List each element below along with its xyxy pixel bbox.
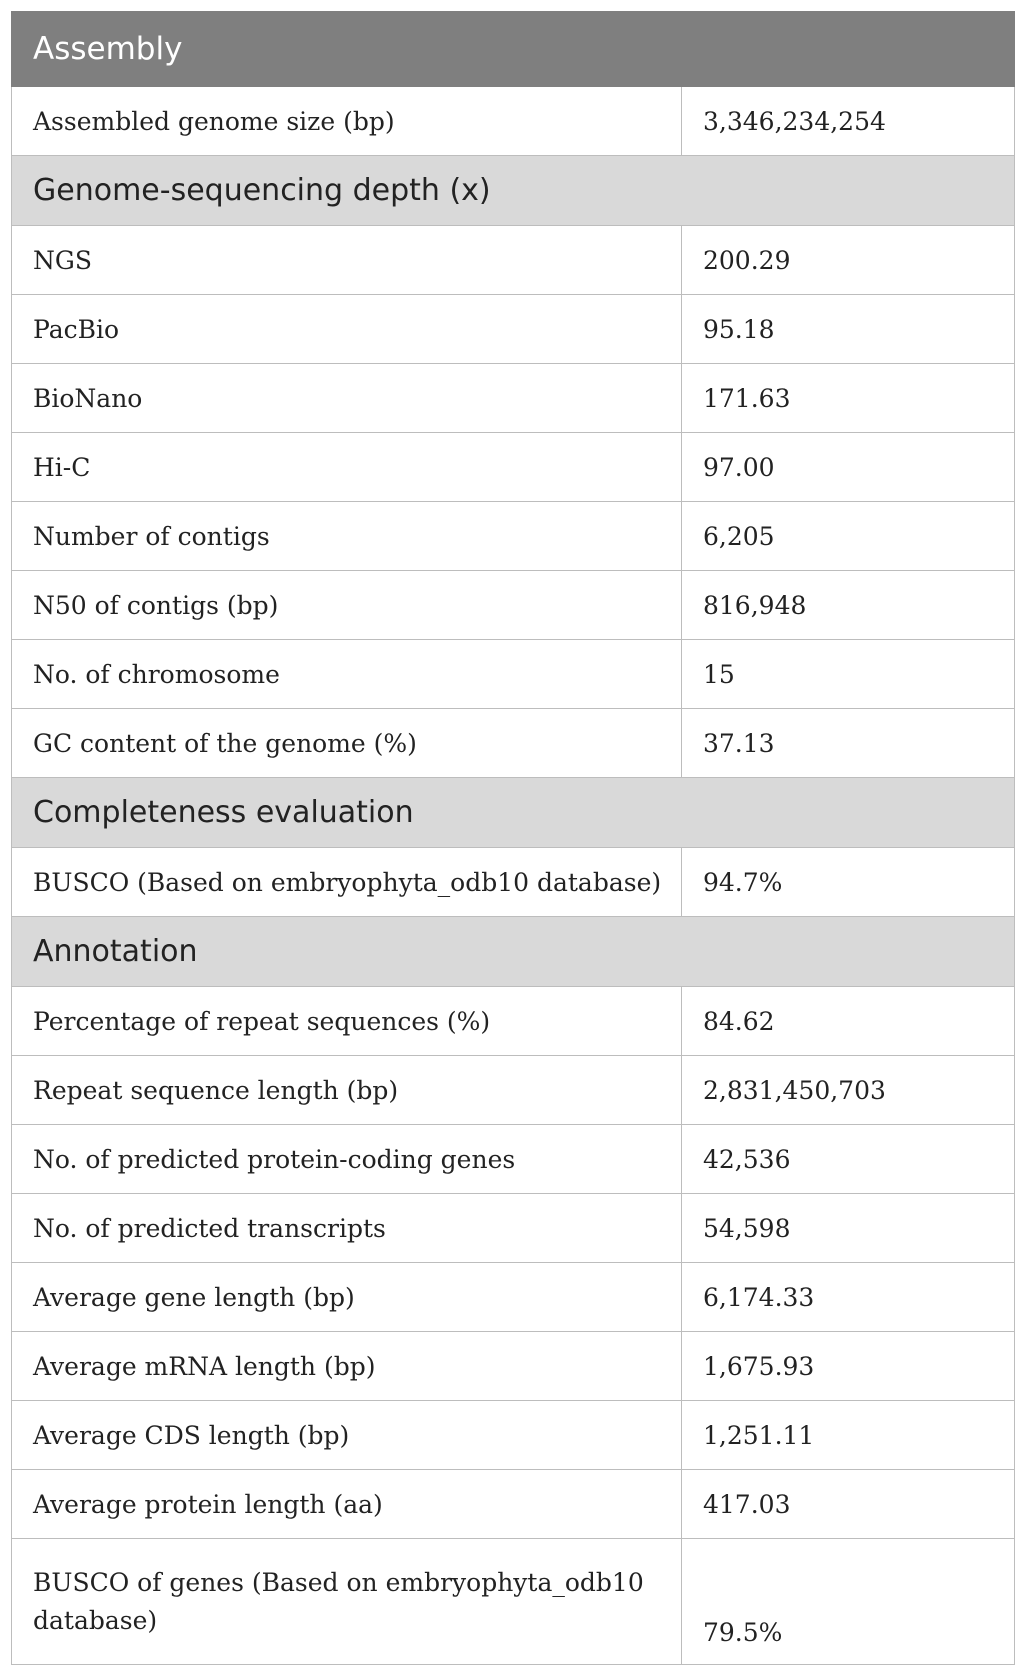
row-value: 42,536 <box>682 1125 1015 1194</box>
section-header-row <box>12 12 1015 87</box>
section-title: Completeness evaluation <box>12 778 1015 848</box>
row-value: 171.63 <box>682 364 1015 433</box>
section-header-row <box>12 917 1015 987</box>
table-row <box>12 709 1015 778</box>
row-label: BUSCO of genes (Based on embryophyta_odb10 database) <box>12 1539 682 1665</box>
row-value: 1,251.11 <box>682 1401 1015 1470</box>
row-value: 6,205 <box>682 502 1015 571</box>
row-value: 84.62 <box>682 987 1015 1056</box>
table-row <box>12 987 1015 1056</box>
section-header-row <box>12 156 1015 226</box>
row-label: N50 of contigs (bp) <box>12 571 682 640</box>
row-value: 1,675.93 <box>682 1332 1015 1401</box>
row-label: GC content of the genome (%) <box>12 709 682 778</box>
row-label: NGS <box>12 226 682 295</box>
row-label: Average protein length (aa) <box>12 1470 682 1539</box>
table-row <box>12 1401 1015 1470</box>
section-title: Genome-sequencing depth (x) <box>12 156 1015 226</box>
genome-stats-table <box>11 11 1015 1665</box>
section-header-row <box>12 778 1015 848</box>
row-label: Number of contigs <box>12 502 682 571</box>
table-row <box>12 433 1015 502</box>
table-row <box>12 1470 1015 1539</box>
row-value: 816,948 <box>682 571 1015 640</box>
row-label: Repeat sequence length (bp) <box>12 1056 682 1125</box>
table-row <box>12 1194 1015 1263</box>
table-row <box>12 1539 1015 1665</box>
row-value: 79.5% <box>682 1539 1015 1665</box>
table-row <box>12 1263 1015 1332</box>
row-value: 2,831,450,703 <box>682 1056 1015 1125</box>
row-value: 15 <box>682 640 1015 709</box>
table-row <box>12 364 1015 433</box>
table-row <box>12 640 1015 709</box>
row-value: 200.29 <box>682 226 1015 295</box>
row-value: 97.00 <box>682 433 1015 502</box>
row-value: 37.13 <box>682 709 1015 778</box>
table-row <box>12 1056 1015 1125</box>
row-label: Percentage of repeat sequences (%) <box>12 987 682 1056</box>
table-row <box>12 226 1015 295</box>
table-row <box>12 1332 1015 1401</box>
table-row <box>12 87 1015 156</box>
row-label: Hi-C <box>12 433 682 502</box>
row-label: No. of predicted protein-coding genes <box>12 1125 682 1194</box>
row-label: Assembled genome size (bp) <box>12 87 682 156</box>
table-row <box>12 1125 1015 1194</box>
row-value: 95.18 <box>682 295 1015 364</box>
row-label: Average gene length (bp) <box>12 1263 682 1332</box>
table-row <box>12 295 1015 364</box>
row-label: No. of chromosome <box>12 640 682 709</box>
row-label: BioNano <box>12 364 682 433</box>
row-label: No. of predicted transcripts <box>12 1194 682 1263</box>
section-title: Assembly <box>12 12 1015 87</box>
row-value: 94.7% <box>682 848 1015 917</box>
row-label: Average CDS length (bp) <box>12 1401 682 1470</box>
row-value: 3,346,234,254 <box>682 87 1015 156</box>
row-value: 6,174.33 <box>682 1263 1015 1332</box>
row-label: PacBio <box>12 295 682 364</box>
table-row <box>12 571 1015 640</box>
row-value: 54,598 <box>682 1194 1015 1263</box>
table-row <box>12 502 1015 571</box>
row-value: 417.03 <box>682 1470 1015 1539</box>
table-row <box>12 848 1015 917</box>
section-title: Annotation <box>12 917 1015 987</box>
row-label: BUSCO (Based on embryophyta_odb10 database) <box>12 848 682 917</box>
table-body <box>12 12 1015 1665</box>
row-label: Average mRNA length (bp) <box>12 1332 682 1401</box>
